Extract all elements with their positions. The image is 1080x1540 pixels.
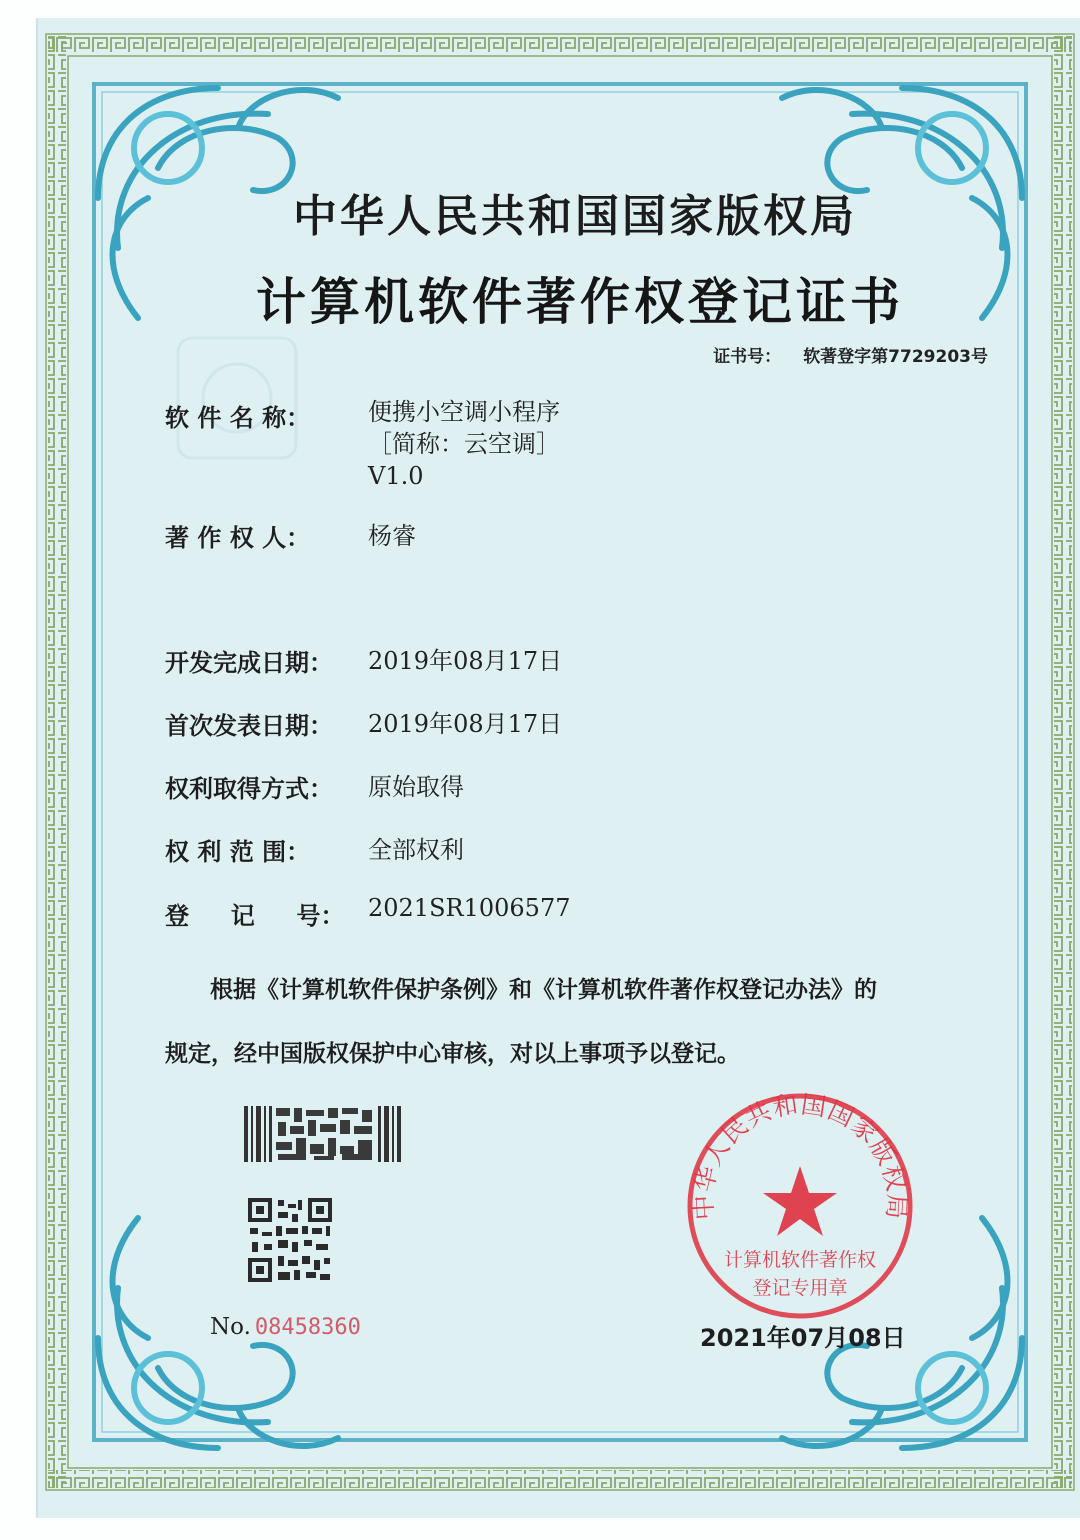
software-name-line: 便携小空调小程序 <box>368 398 560 426</box>
rights-scope-value: 全部权利 <box>368 836 464 864</box>
pub-date-value: 2019年08月17日 <box>368 710 563 738</box>
authority-title: 中华人民共和国国家版权局 <box>293 191 857 242</box>
software-short-name-line: ［简称：云空调］ <box>368 430 560 458</box>
seal-star-icon <box>763 1166 837 1236</box>
dev-date-value: 2019年08月17日 <box>368 647 563 675</box>
acquire-method-label: 权利取得方式： <box>165 775 333 803</box>
seal-line1: 计算机软件著作权 <box>723 1249 877 1271</box>
certificate-title: 计算机软件著作权登记证书 <box>256 273 904 331</box>
certificate-number-label: 证书号： <box>713 347 782 367</box>
certificate-number <box>713 342 988 367</box>
seal-line2: 登记专用章 <box>752 1277 848 1299</box>
body-paragraph-line1: 根据《计算机软件保护条例》和《计算机软件著作权登记办法》的 <box>210 977 877 1003</box>
body-paragraph-line2: 规定，经中国版权保护中心审核，对以上事项予以登记。 <box>165 1041 740 1067</box>
software-version-line: V1.0 <box>368 462 424 490</box>
official-seal <box>682 1088 918 1324</box>
pub-date-label: 首次发表日期： <box>165 712 333 740</box>
software-name-label: 软 件 名 称： <box>165 404 311 432</box>
seal-ring-text: 中华人民共和国国家版权局 <box>688 1089 912 1221</box>
software-name-value <box>368 396 560 492</box>
serial-number-value: 08458360 <box>254 1315 361 1340</box>
rights-scope-label: 权 利 范 围： <box>165 838 311 866</box>
acquire-method-value: 原始取得 <box>368 773 464 801</box>
owner-label: 著 作 权 人： <box>165 524 311 552</box>
dev-date-label: 开发完成日期： <box>165 649 333 677</box>
barcode-graphic <box>244 1106 402 1162</box>
issue-date: 2021年07月08日 <box>700 1324 906 1352</box>
serial-number <box>210 1314 361 1340</box>
owner-value: 杨睿 <box>368 522 416 550</box>
registration-number-value: 2021SR1006577 <box>368 894 571 922</box>
certificate-number-value: 软著登字第7729203号 <box>803 347 988 367</box>
registration-number-label: 登 记 号： <box>165 902 345 930</box>
qr-code-graphic <box>248 1198 332 1282</box>
serial-number-label: No. <box>210 1314 251 1340</box>
